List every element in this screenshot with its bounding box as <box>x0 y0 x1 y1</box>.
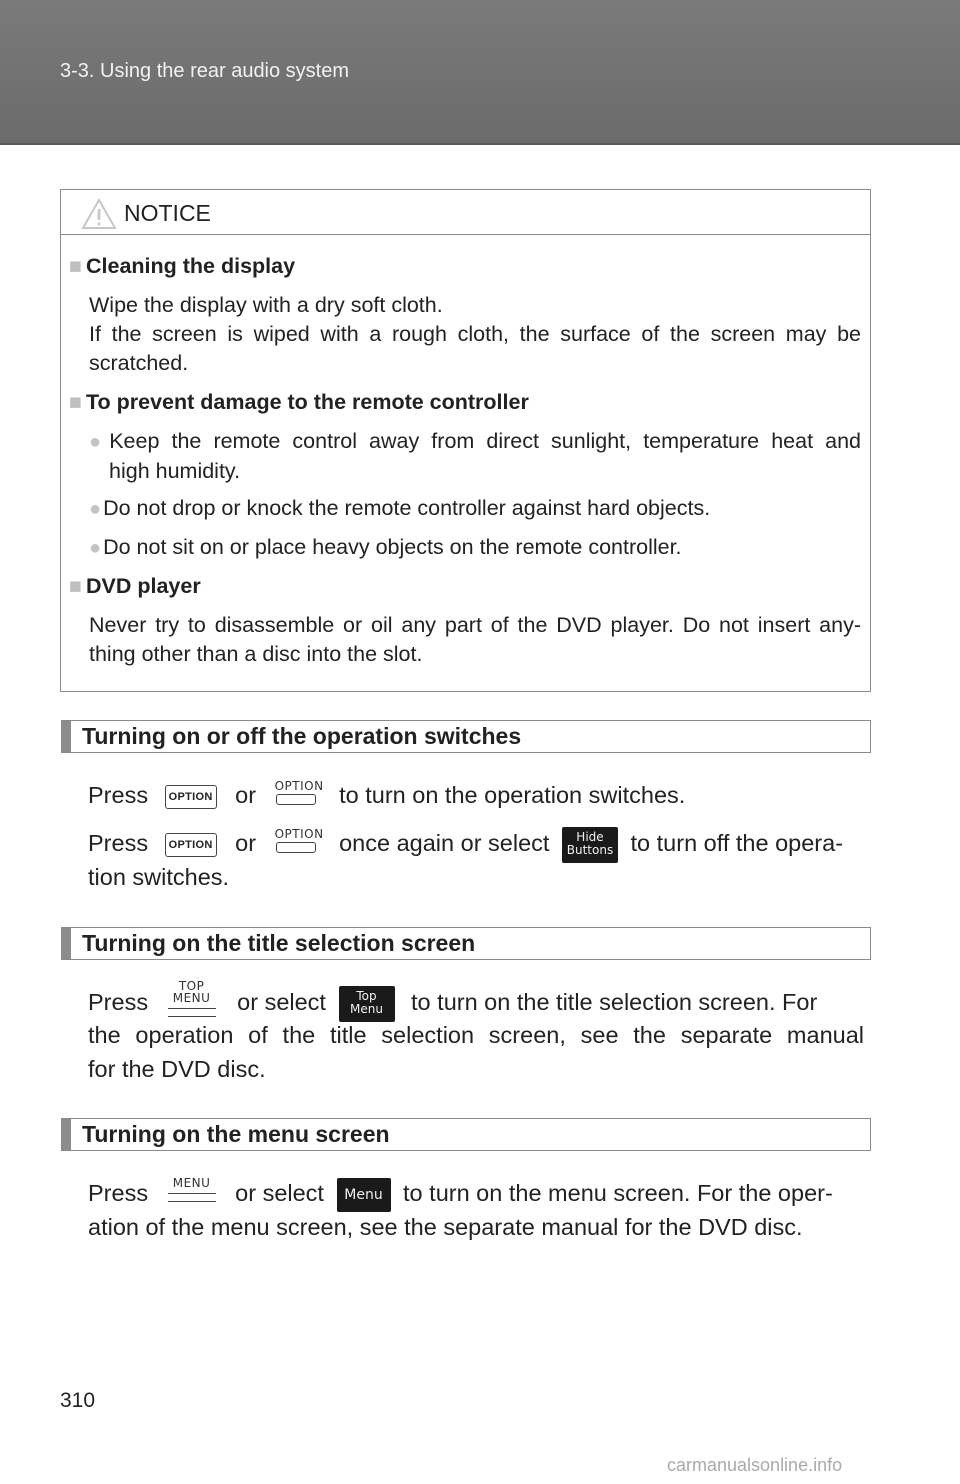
notice-heading-cleaning: ■ Cleaning the display <box>69 254 296 278</box>
circle-bullet-icon: ● <box>89 431 108 453</box>
option-panel-button-icon: OPTION <box>275 780 317 805</box>
section-text-operation-off-cont: tion switches. <box>88 864 230 890</box>
chapter-title: 3-3. Using the rear audio system <box>60 60 350 82</box>
section-text-operation-off: Press OPTION or OPTION once again or select Hide Buttons to turn off the opera- <box>88 826 864 863</box>
square-bullet-icon: ■ <box>69 574 82 598</box>
page-number: 310 <box>60 1389 96 1412</box>
section-text-title-line1: Press TOP MENU or select Top Menu to turn on the title selection screen. For <box>88 984 864 1024</box>
option-remote-button-icon: OPTION <box>165 785 217 809</box>
notice-text-cleaning: Wipe the display with a dry soft cloth. If the screen is wiped with a rough cloth, the surface of the screen may be scratched. <box>89 293 861 375</box>
notice-bullet-sit: ●Do not sit on or place heavy objects on the remote controller. <box>89 535 682 559</box>
page-header <box>0 0 960 145</box>
menu-panel-button-icon: MENU <box>163 1177 221 1205</box>
top-menu-panel-button-icon: TOP MENU <box>163 980 221 1020</box>
section-text-title-line2: the operation of the title selection screen, see the separate manual <box>88 1022 864 1048</box>
notice-heading-remote: ■ To prevent damage to the remote controller <box>69 390 529 414</box>
notice-title: NOTICE <box>124 200 211 226</box>
section-heading-operation-switches: Turning on or off the operation switches <box>61 720 871 753</box>
section-heading-menu-screen: Turning on the menu screen <box>61 1118 871 1151</box>
square-bullet-icon: ■ <box>69 390 82 414</box>
circle-bullet-icon: ● <box>89 537 102 559</box>
section-text-operation-on: Press OPTION or OPTION to turn on the operation switches. <box>88 779 686 808</box>
menu-screen-button-icon: Menu <box>337 1178 391 1212</box>
warning-triangle-icon <box>81 198 117 230</box>
option-remote-button-icon: OPTION <box>165 833 217 857</box>
square-bullet-icon: ■ <box>69 254 82 278</box>
notice-box <box>60 189 871 692</box>
hide-buttons-screen-button-icon: Hide Buttons <box>562 827 618 863</box>
notice-bullet-sunlight: ●Keep the remote control away from direct sunlight, temperature heat and high humidity. <box>89 429 861 483</box>
option-panel-button-icon: OPTION <box>275 828 317 853</box>
notice-heading-dvd: ■ DVD player <box>69 574 201 598</box>
circle-bullet-icon: ● <box>89 498 102 520</box>
section-heading-title-selection: Turning on the title selection screen <box>61 927 871 960</box>
notice-bullet-drop: ●Do not drop or knock the remote controller against hard objects. <box>89 496 711 520</box>
top-menu-screen-button-icon: Top Menu <box>339 986 395 1022</box>
watermark: carmanualsonline.info <box>667 1455 843 1475</box>
section-text-menu-line2: ation of the menu screen, see the separate manual for the DVD disc. <box>88 1214 803 1240</box>
notice-text-dvd: Never try to disassemble or oil any part of the DVD player. Do not insert any- thing other than a disc into the slot. <box>89 613 861 666</box>
section-text-title-line3: for the DVD disc. <box>88 1056 266 1082</box>
section-text-menu-line1: Press MENU or select Menu to turn on the menu screen. For the oper- <box>88 1176 864 1212</box>
notice-header <box>61 190 870 235</box>
